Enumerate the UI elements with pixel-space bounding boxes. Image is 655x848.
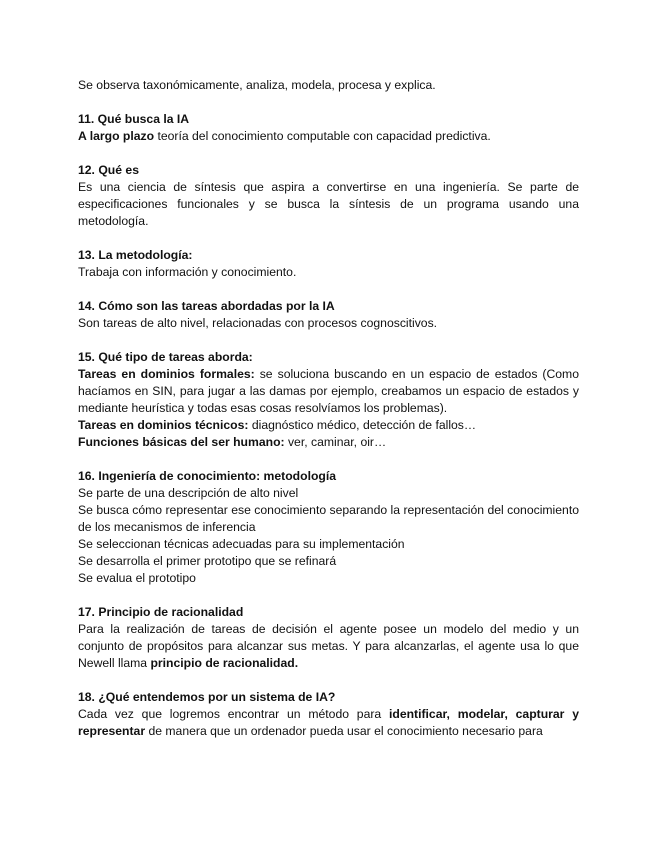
section-16-line: Se busca cómo representar ese conocimiento separando la representación del conocimiento de los mecanismos de inferencia — [78, 503, 579, 534]
section-15-item-1-text: se soluciona buscando en un espacio de estados (Como hacíamos en SIN, para jugar a las damas por ejemplo, creabamos un espacio de estados y mediante heurística y todas esas cosas resolvíamos los problemas). — [78, 367, 579, 415]
section-17 — [78, 604, 579, 672]
section-12 — [78, 162, 579, 230]
section-15 — [78, 349, 579, 451]
section-18 — [78, 689, 579, 740]
section-15-title: 15. Qué tipo de tareas aborda: — [78, 350, 253, 364]
section-18-text-1: Cada vez que logremos encontrar un método para — [78, 707, 389, 721]
section-12-title: 12. Qué es — [78, 163, 139, 177]
section-16-line: Se parte de una descripción de alto nivel — [78, 486, 299, 500]
section-15-item-2-bold: Tareas en dominios técnicos: — [78, 418, 249, 432]
section-14-body: Son tareas de alto nivel, relacionadas con procesos cognoscitivos. — [78, 316, 438, 330]
section-15-item-1-bold: Tareas en dominios formales: — [78, 367, 255, 381]
section-16-title: 16. Ingeniería de conocimiento: metodología — [78, 469, 337, 483]
section-16-line: Se evalua el prototipo — [78, 571, 196, 585]
section-15-item-3-text: ver, caminar, oir… — [284, 435, 387, 449]
section-15-item-3 — [78, 434, 579, 451]
section-15-item-3-bold: Funciones básicas del ser humano: — [78, 435, 285, 449]
section-12-body: Es una ciencia de síntesis que aspira a convertirse en una ingeniería. Se parte de especificaciones funcionales y se busca la síntesis de un programa usando una metodología. — [78, 180, 579, 228]
section-18-text-2: de manera que un ordenador pueda usar el conocimiento necesario para — [145, 724, 543, 738]
section-17-bold: principio de racionalidad. — [150, 656, 299, 670]
intro-line: Se observa taxonómicamente, analiza, modela, procesa y explica. — [78, 78, 436, 92]
section-15-item-2-text: diagnóstico médico, detección de fallos… — [248, 418, 477, 432]
section-13 — [78, 247, 579, 281]
section-16-line: Se desarrolla el primer prototipo que se refinará — [78, 554, 337, 568]
section-18-body — [78, 706, 579, 740]
section-14 — [78, 298, 579, 332]
section-17-title: 17. Principio de racionalidad — [78, 605, 244, 619]
section-15-item-2 — [78, 417, 579, 434]
section-11-text: teoría del conocimiento computable con capacidad predictiva. — [154, 129, 491, 143]
section-11-body — [78, 128, 579, 145]
section-16 — [78, 468, 579, 587]
section-14-title: 14. Cómo son las tareas abordadas por la IA — [78, 299, 335, 313]
section-17-body — [78, 621, 579, 672]
section-16-line: Se seleccionan técnicas adecuadas para su implementación — [78, 537, 405, 551]
section-15-item-1 — [78, 366, 579, 417]
section-13-body: Trabaja con información y conocimiento. — [78, 265, 297, 279]
section-11-bold: A largo plazo — [78, 129, 155, 143]
section-11-title: 11. Qué busca la IA — [78, 112, 190, 126]
section-18-title: 18. ¿Qué entendemos por un sistema de IA? — [78, 690, 336, 704]
section-13-title: 13. La metodología: — [78, 248, 193, 262]
section-11 — [78, 111, 579, 145]
section-18-bold: identificar, modelar, capturar y representar — [78, 707, 579, 738]
section-17-text: Para la realización de tareas de decisión el agente posee un modelo del medio y un conjunto de propósitos para alcanzar sus metas. Y para alcanzarlas, el agente usa lo que Newell llama — [78, 622, 579, 670]
